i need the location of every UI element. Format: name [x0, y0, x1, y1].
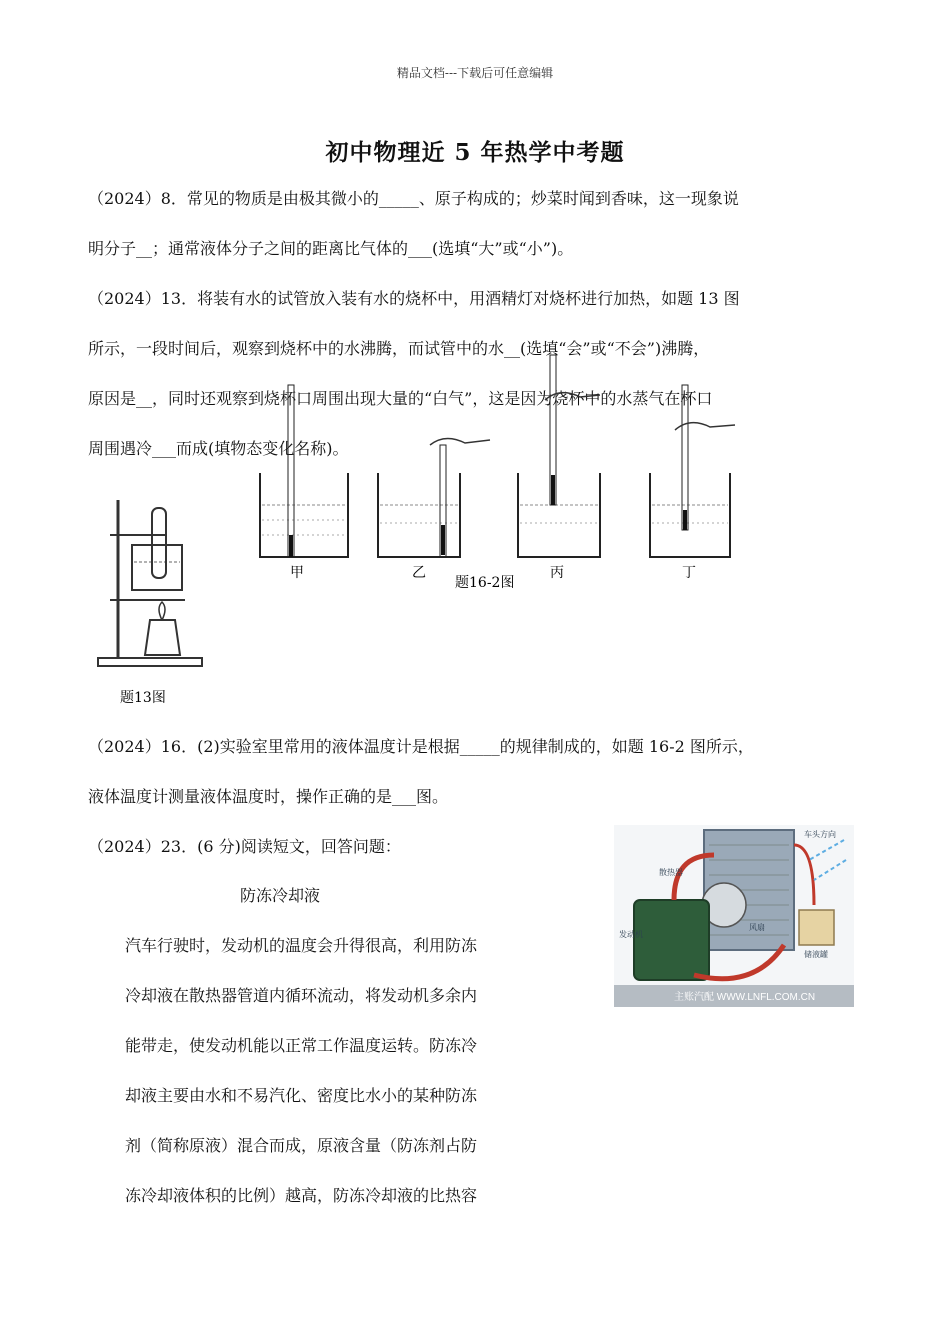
beaker-bing: [518, 355, 600, 557]
q13-line-1: （2024）13．将装有水的试管放入装有水的烧杯中，用酒精灯对烧杯进行加热，如题 13 图: [88, 289, 740, 308]
label-fan: 风扇: [749, 923, 765, 932]
article-line-4: 却液主要由水和不易汽化、密度比水小的某种防冻: [125, 1086, 478, 1105]
page-header: 精品文档---下载后可任意编辑: [396, 66, 554, 80]
article-line-5: 剂（简称原液）混合而成，原液含量（防冻剂占防: [125, 1136, 478, 1155]
label-yi: 乙: [412, 565, 426, 581]
article-title: 防冻冷却液: [240, 886, 321, 905]
label-front: 车头方向: [804, 830, 836, 839]
beaker-yi: [378, 438, 490, 557]
article-line-3: 能带走，使发动机能以正常工作温度运转。防冻冷: [125, 1036, 478, 1055]
label-bing: 丙: [550, 565, 564, 581]
q23-line-1: （2024）23．(6 分)阅读短文，回答问题：: [88, 837, 401, 856]
label-ding: 丁: [682, 565, 696, 581]
q16-line-1: （2024）16．(2)实验室里常用的液体温度计是根据_____的规律制成的，如题 16-2 图所示，: [88, 737, 754, 756]
fig13-apparatus: [90, 490, 210, 710]
beaker-ding: [650, 385, 735, 557]
radiator-illustration: [614, 825, 854, 1007]
watermark: 主账汽配 WWW.LNFL.COM.CN: [674, 992, 816, 1003]
article-line-2: 冷却液在散热器管道内循环流动，将发动机多余内: [125, 986, 478, 1005]
q16-line-2: 液体温度计测量液体温度时，操作正确的是___图。: [88, 787, 449, 806]
beaker-jia: [260, 385, 348, 557]
article-line-6: 冻冷却液体积的比例）越高，防冻冷却液的比热容: [125, 1186, 478, 1205]
label-engine: 发动机: [619, 930, 643, 939]
label-radiator: 散热器: [659, 868, 683, 877]
q13-line-4: 周围遇冷___而成(填物态变化名称)。: [88, 439, 349, 458]
fig13-caption: 题13图: [120, 690, 166, 706]
page-title: 初中物理近 5 年热学中考题: [325, 139, 625, 166]
q8-line-2: 明分子__；通常液体分子之间的距离比气体的___(选填“大”或“小”)。: [88, 239, 574, 258]
fig16-caption: 题16-2图: [455, 575, 515, 591]
q13-line-3: 原因是__，同时还观察到烧杯口周围出现大量的“白气”，这是因为烧杯中的水蒸气在杯口: [88, 389, 713, 408]
article-line-1: 汽车行驶时，发动机的温度会升得很高，利用防冻: [125, 936, 478, 955]
q13-line-2: 所示，一段时间后，观察到烧杯中的水沸腾，而试管中的水__(选填“会”或“不会”)沸腾，: [88, 339, 710, 358]
fig16-thermometers: [250, 345, 750, 595]
label-jia: 甲: [290, 565, 304, 581]
label-tank: 储液罐: [804, 950, 828, 959]
q8-line-1: （2024）8．常见的物质是由极其微小的_____、原子构成的；炒菜时闻到香味，这一现象说: [88, 189, 739, 208]
